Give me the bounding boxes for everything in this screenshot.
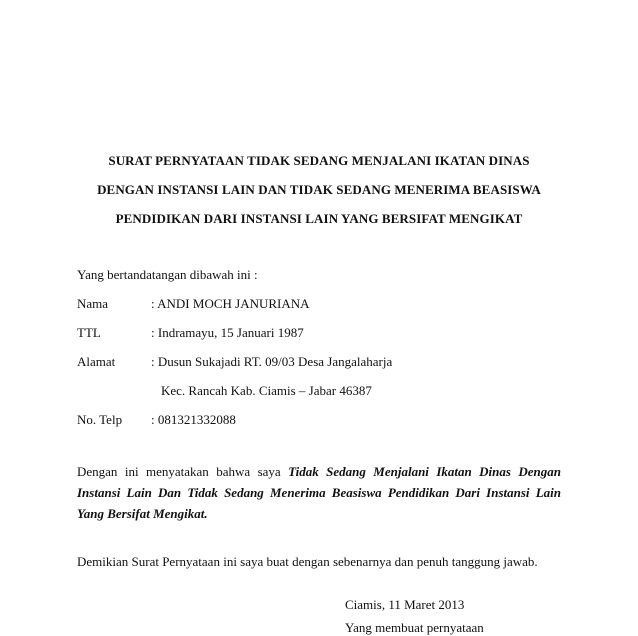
document-title-line-3: PENDIDIKAN DARI INSTANSI LAIN YANG BERSIFAT MENGIKAT	[115, 211, 523, 226]
statement-paragraph	[77, 461, 561, 524]
telp-label: No. Telp	[77, 412, 123, 427]
ttl-label: TTL	[77, 325, 101, 340]
closing-text: Demikian Surat Pernyataan ini saya buat dengan sebenarnya dan penuh tanggung jawab.	[77, 554, 538, 569]
intro-text: Yang bertandatangan dibawah ini :	[77, 267, 258, 282]
alamat-label: Alamat	[77, 354, 116, 369]
alamat-value: : Dusun Sukajadi RT. 09/03 Desa Jangalaharja	[151, 354, 393, 369]
place-date: Ciamis, 11 Maret 2013	[345, 597, 465, 612]
statement-emphasis: Tidak Sedang Menjalani Ikatan Dinas Dengan Instansi Lain Dan Tidak Sedang Menerima Beasiswa Pendidikan Dari Instansi Lain Yang Bersifat Mengikat.	[77, 464, 561, 521]
document-title-line-2: DENGAN INSTANSI LAIN DAN TIDAK SEDANG MENERIMA BEASISWA	[97, 182, 541, 197]
telp-value: : 081321332088	[151, 412, 236, 427]
statement-prefix: Dengan ini menyatakan bahwa saya	[77, 464, 289, 479]
alamat-value-line-2: Kec. Rancah Kab. Ciamis – Jabar 46387	[161, 383, 372, 398]
nama-value: : ANDI MOCH JANURIANA	[151, 296, 310, 311]
signer-label: Yang membuat pernyataan	[345, 620, 484, 635]
ttl-value: : Indramayu, 15 Januari 1987	[151, 325, 304, 340]
document-title-line-1: SURAT PERNYATAAN TIDAK SEDANG MENJALANI IKATAN DINAS	[108, 153, 530, 168]
nama-label: Nama	[77, 296, 109, 311]
